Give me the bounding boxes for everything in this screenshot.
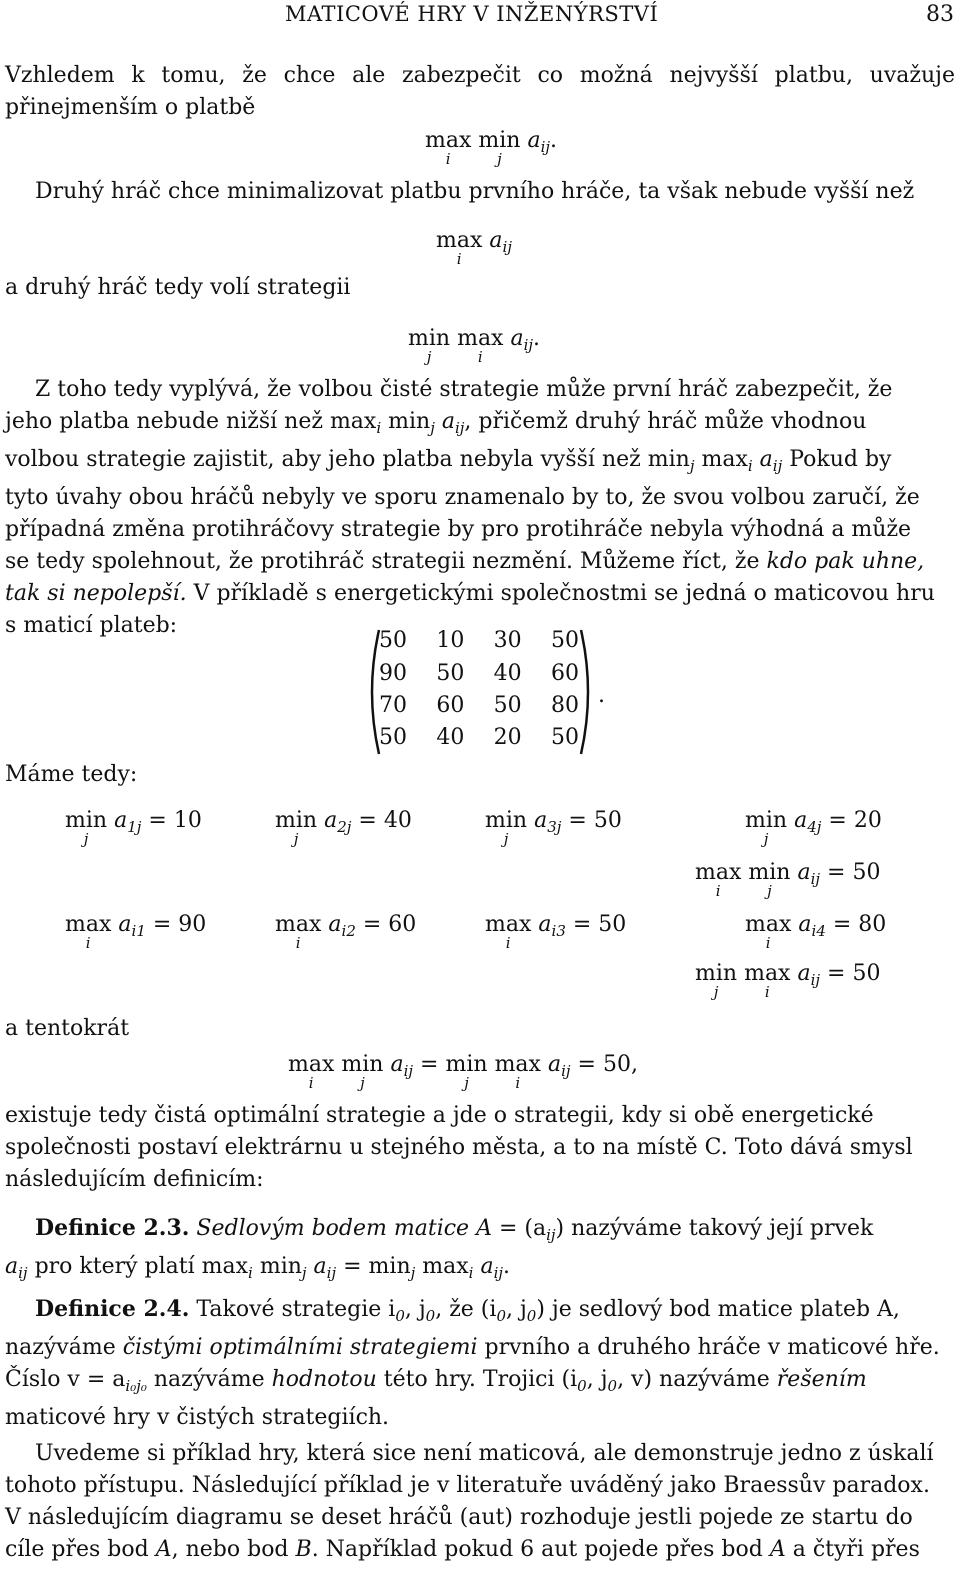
maxmin-value: max i min j $a_{ij} = 50$ xyxy=(695,860,881,900)
definition-label: Definice 2.4. xyxy=(35,1296,190,1322)
payoff-matrix xyxy=(365,626,595,756)
text-strategy: a druhý hráč tedy volí strategii xyxy=(5,275,351,300)
matrix-row: 50 40 20 50 xyxy=(379,725,579,750)
definition-label: Definice 2.3. xyxy=(35,1215,190,1241)
header-title: MATICOVÉ HRY V INŽENÝRSTVÍ xyxy=(285,2,659,26)
text-mame-tedy: Máme tedy: xyxy=(5,762,138,787)
row-min-3: min j $a_{3j} = 50$ xyxy=(485,808,622,848)
paragraph-optimal: existuje tedy čistá optimální strategie a jde o strategii, kdy si obě energetické společnosti postaví elektrárnu u stejného města, a to na místě C. Toto dává smysl následujícím definicím: xyxy=(5,1103,913,1192)
text-tentokrat: a tentokrát xyxy=(5,1016,130,1041)
paragraph-intro: Vzhledem k tomu, že chce ale zabezpečit co možná nejvyšší platbu, uvažuje přinejmenším o platbě xyxy=(5,63,955,120)
matrix-row: 70 60 50 80 xyxy=(379,693,579,718)
max-operator: max i xyxy=(425,128,472,168)
matrix-row: 90 50 40 60 xyxy=(379,661,579,686)
row-min-2: min j $a_{2j} = 40$ xyxy=(275,808,412,848)
matrix-row: 50 10 30 50 xyxy=(379,628,579,653)
row-min-4: min j $a_{4j} = 20$ xyxy=(745,808,882,848)
col-max-1: max i $a_{i1} = 90$ xyxy=(65,912,207,952)
definition-2-4: Definice 2.4. Takové strategie $i_0$, $j_0$, že ($i_0$, $j_0$) je sedlový bod matice plateb A, nazýváme čistými optimálními strategiemi prvního a druhého hráče v maticové hře. Číslo $v = a_{i_0j_0}$ nazýváme hodnotou této hry. Trojici ($i_0$, $j_0$, v) nazýváme řešením maticové hry v čistých strategiích. xyxy=(5,1296,940,1430)
row-min-1: min j $a_{1j} = 10$ xyxy=(65,808,202,848)
running-header xyxy=(0,0,960,30)
col-max-4: max i $a_{i4} = 80$ xyxy=(745,912,887,952)
equation-saddle: max i min j $a_{ij} = \min$ j max i $a_{ij} = 50$, xyxy=(288,1052,638,1092)
min-operator: min j xyxy=(408,326,451,366)
equation-max: max i $a_{ij}$ xyxy=(436,228,512,268)
definition-2-3: Definice 2.3. Sedlovým bodem matice $A = (a_{ij})$ nazýváme takový její prvek $a_{ij}$ pro který platí $\max_i \min_j a_{ij} = \min_j \max_i a_{ij}$. xyxy=(5,1215,874,1282)
equation-maxmin: max i min j $a_{ij}$. xyxy=(425,128,558,168)
min-operator: min j xyxy=(478,128,521,168)
max-operator: max i xyxy=(457,326,504,366)
col-max-2: max i $a_{i2} = 60$ xyxy=(275,912,417,952)
max-operator: max i xyxy=(436,228,483,268)
paragraph-conclusion: Z toho tedy vyplývá, že volbou čisté strategie může první hráč zabezpečit, že jeho platba nebude nižší než $\max_i \min_j a_{ij}$, přičemž druhý hráč může vhodnou volbou strategie zajistit, aby jeho platba nebyla vyšší než $\min_j \max_i a_{ij}$ Pokud by tyto úvahy obou hráčů nebyly ve sporu znamenalo by to, že svou volbou zaručí, že případná změna protihráčovy strategie by pro protihráče nebyla výhodná a může se tedy spolehnout, že protihráč strategii nezmění. Můžeme říct, že kdo pak uhne, tak si nepolepší. V příkladě s energetickými společnostmi se jedná o maticovou hru s maticí plateb: xyxy=(5,377,935,638)
paragraph-second-player: Druhý hráč chce minimalizovat platbu prvního hráče, ta však nebude vyšší než xyxy=(35,179,915,204)
equation-minmax: min j max i $a_{ij}$. xyxy=(408,326,541,366)
col-max-3: max i $a_{i3} = 50$ xyxy=(485,912,627,952)
minmax-value: min j max i $a_{ij} = 50$ xyxy=(695,961,881,1001)
page-number: 83 xyxy=(926,2,954,27)
paragraph-braess: Uvedeme si příklad hry, která sice není maticová, ale demonstruje jedno z úskalí tohoto přístupu. Následující příklad je v literatuře uváděný jako Braessův paradox. V následujícím diagramu se deset hráčů (aut) rozhoduje jestli pojede ze startu do cíle přes bod A, nebo bod B. Například pokud 6 aut pojede přes bod A a čtyři přes xyxy=(5,1441,934,1562)
matrix-period: . xyxy=(598,683,605,708)
